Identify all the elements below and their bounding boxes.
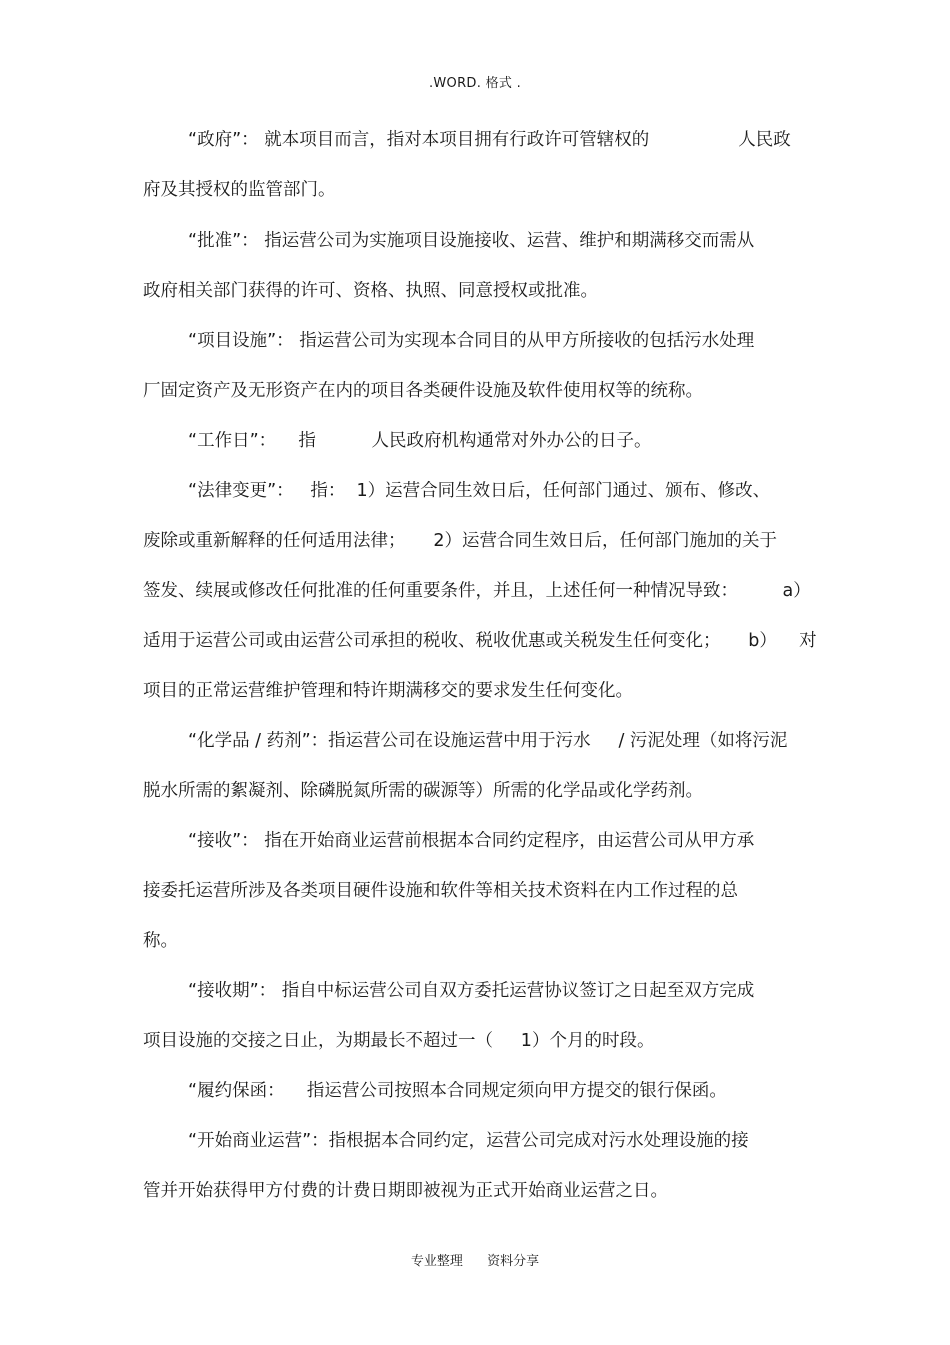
page-header: .WORD. 格式 . bbox=[428, 76, 522, 91]
paragraph-line: 称。 bbox=[143, 931, 178, 951]
paragraph-line: 管并开始获得甲方付费的计费日期即被视为正式开始商业运营之日。 bbox=[143, 1181, 668, 1201]
page-footer bbox=[0, 1250, 950, 1269]
paragraph-line: 脱水所需的絮凝剂、除磷脱氮所需的碳源等）所需的化学品或化学药剂。 bbox=[143, 781, 703, 801]
footer-right: 资料分享 bbox=[487, 1254, 540, 1269]
paragraph-line: 项目设施的交接之日止，为期最长不超过一（ 1）个月的时段。 bbox=[143, 1031, 655, 1051]
paragraph-line: “政府”： 就本项目而言，指对本项目拥有行政许可管辖权的 人民政 bbox=[188, 130, 791, 150]
paragraph-line: “接收”： 指在开始商业运营前根据本合同约定程序，由运营公司从甲方承 bbox=[188, 831, 755, 851]
paragraph-line: “化学品 / 药剂”：指运营公司在设施运营中用于污水 / 污泥处理（如将污泥 bbox=[188, 731, 788, 751]
paragraph-line: 政府相关部门获得的许可、资格、执照、同意授权或批准。 bbox=[143, 281, 598, 301]
paragraph-line: “工作日”： 指 人民政府机构通常对外办公的日子。 bbox=[188, 431, 652, 451]
footer-left: 专业整理 bbox=[410, 1254, 463, 1269]
paragraph-line: “批准”： 指运营公司为实施项目设施接收、运营、维护和期满移交而需从 bbox=[188, 231, 755, 251]
paragraph-line: “接收期”： 指自中标运营公司自双方委托运营协议签订之日起至双方完成 bbox=[188, 981, 755, 1001]
paragraph-line: “项目设施”： 指运营公司为实现本合同目的从甲方所接收的包括污水处理 bbox=[188, 331, 755, 351]
paragraph-line: “履约保函： 指运营公司按照本合同规定须向甲方提交的银行保函。 bbox=[188, 1081, 727, 1101]
paragraph-line: 府及其授权的监管部门。 bbox=[143, 180, 336, 200]
paragraph-line: 厂固定资产及无形资产在内的项目各类硬件设施及软件使用权等的统称。 bbox=[143, 381, 703, 401]
paragraph-line: “法律变更”： 指： 1）运营合同生效日后，任何部门通过、颁布、修改、 bbox=[188, 481, 771, 501]
paragraph-line: 项目的正常运营维护管理和特许期满移交的要求发生任何变化。 bbox=[143, 681, 633, 701]
paragraph-line: 废除或重新解释的任何适用法律； 2）运营合同生效日后，任何部门施加的关于 bbox=[143, 531, 777, 551]
paragraph-line: 签发、续展或修改任何批准的任何重要条件，并且，上述任何一种情况导致： a） bbox=[143, 581, 811, 601]
paragraph-line: “开始商业运营”：指根据本合同约定，运营公司完成对污水处理设施的接 bbox=[188, 1131, 749, 1151]
paragraph-line: 适用于运营公司或由运营公司承担的税收、税收优惠或关税发生任何变化； b） 对 bbox=[143, 631, 817, 651]
paragraph-line: 接委托运营所涉及各类项目硬件设施和软件等相关技术资料在内工作过程的总 bbox=[143, 881, 738, 901]
